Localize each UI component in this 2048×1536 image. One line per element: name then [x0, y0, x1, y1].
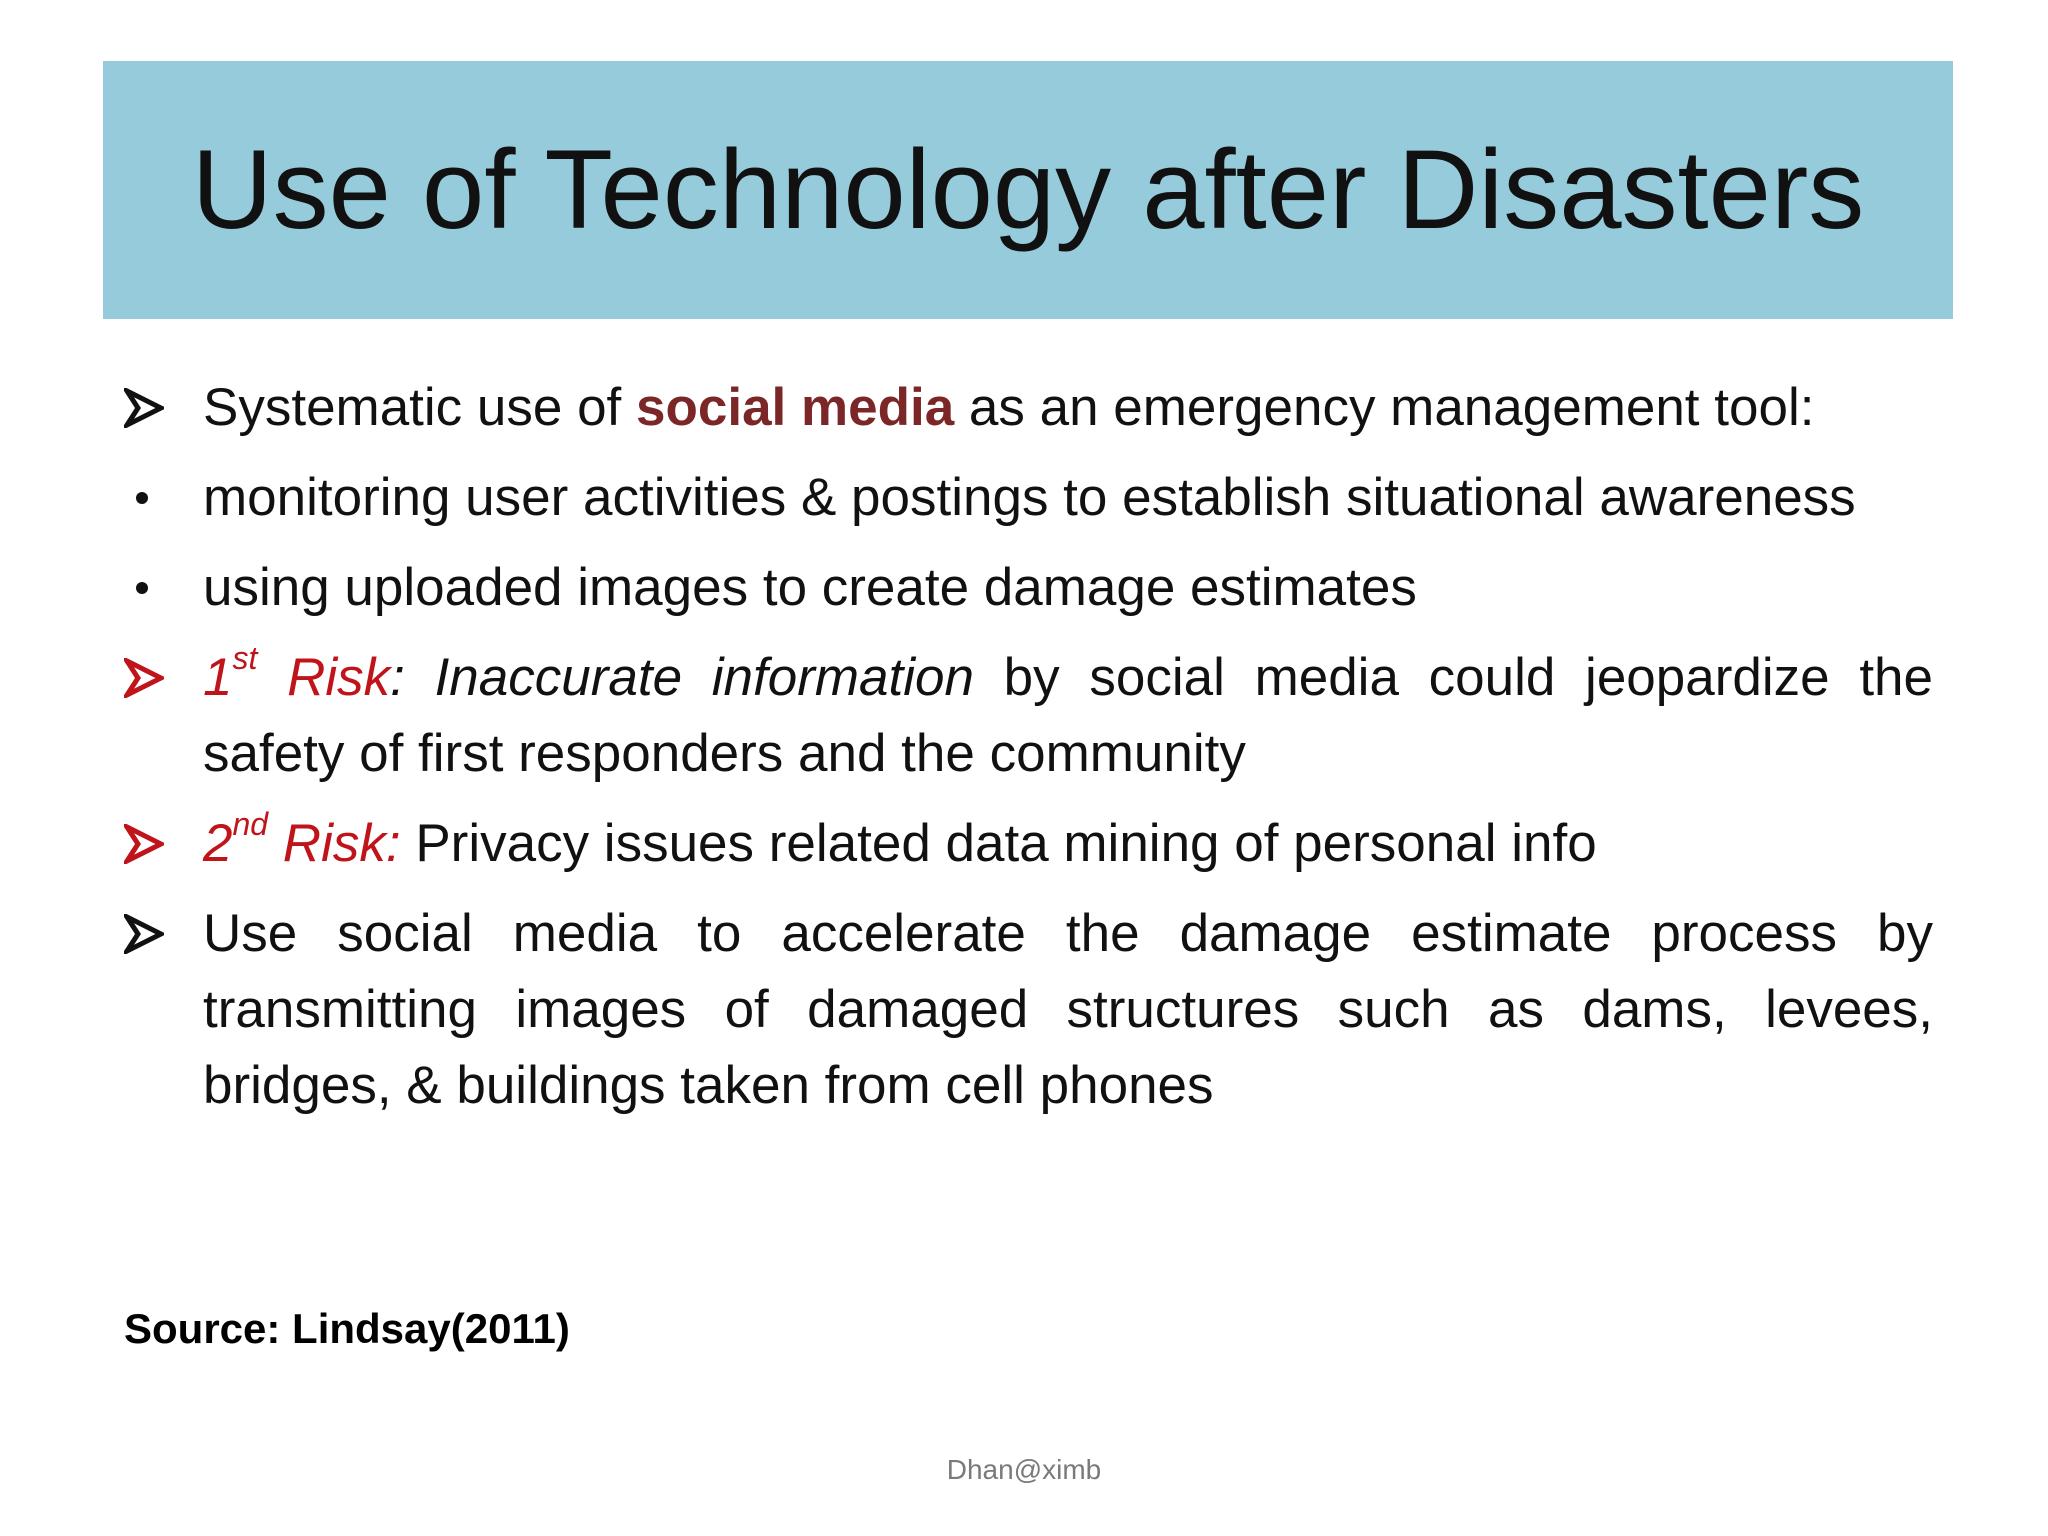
item-text: Use social media to accelerate the damage estimate process by transmitting images of damaged structures such as dams, levees, bridges, & buildings taken from cell phones [203, 904, 1933, 1115]
item-text: monitoring user activities & postings to establish situational awareness [203, 468, 1856, 527]
list-item-risk-2 [118, 806, 1933, 882]
risk-italic-text: Inaccurate information [404, 648, 974, 707]
list-item-risk-1 [118, 640, 1933, 792]
list-item [118, 550, 1933, 626]
list-item [118, 896, 1933, 1124]
risk-colon: : [385, 814, 401, 873]
item-text: using uploaded images to create damage estimates [203, 558, 1417, 617]
list-item [118, 370, 1933, 446]
arrow-bullet-red-icon [124, 640, 184, 716]
source-citation: Source: Lindsay(2011) [124, 1305, 570, 1352]
bullet-list [118, 370, 1933, 1138]
risk-text: by social media could jeopardize the safety of first responders and the community [203, 648, 1934, 783]
risk-text: Privacy issues related data mining of personal info [400, 814, 1597, 873]
social-media-highlight: social media [636, 378, 955, 437]
footer-author: Dhan@ximb [946, 1454, 1102, 1485]
risk-colon: : [390, 648, 405, 707]
risk-number: 1 [203, 648, 233, 707]
list-item [118, 460, 1933, 536]
risk-label: Risk [268, 814, 386, 873]
bullet-dot-icon [124, 460, 184, 536]
arrow-bullet-red-icon [124, 806, 184, 882]
arrow-bullet-icon [124, 370, 184, 446]
item-text-pre: Systematic use of [203, 378, 637, 437]
arrow-bullet-icon [124, 896, 184, 972]
risk-label: Risk [257, 648, 391, 707]
risk-number: 2 [203, 814, 233, 873]
bullet-dot-icon [124, 550, 184, 626]
title-bar [103, 61, 1953, 319]
slide-title: Use of Technology after Disasters [191, 127, 1865, 252]
item-text-post: as an emergency management tool: [954, 378, 1815, 437]
risk-ordinal: st [232, 640, 258, 676]
risk-ordinal: nd [232, 806, 269, 842]
